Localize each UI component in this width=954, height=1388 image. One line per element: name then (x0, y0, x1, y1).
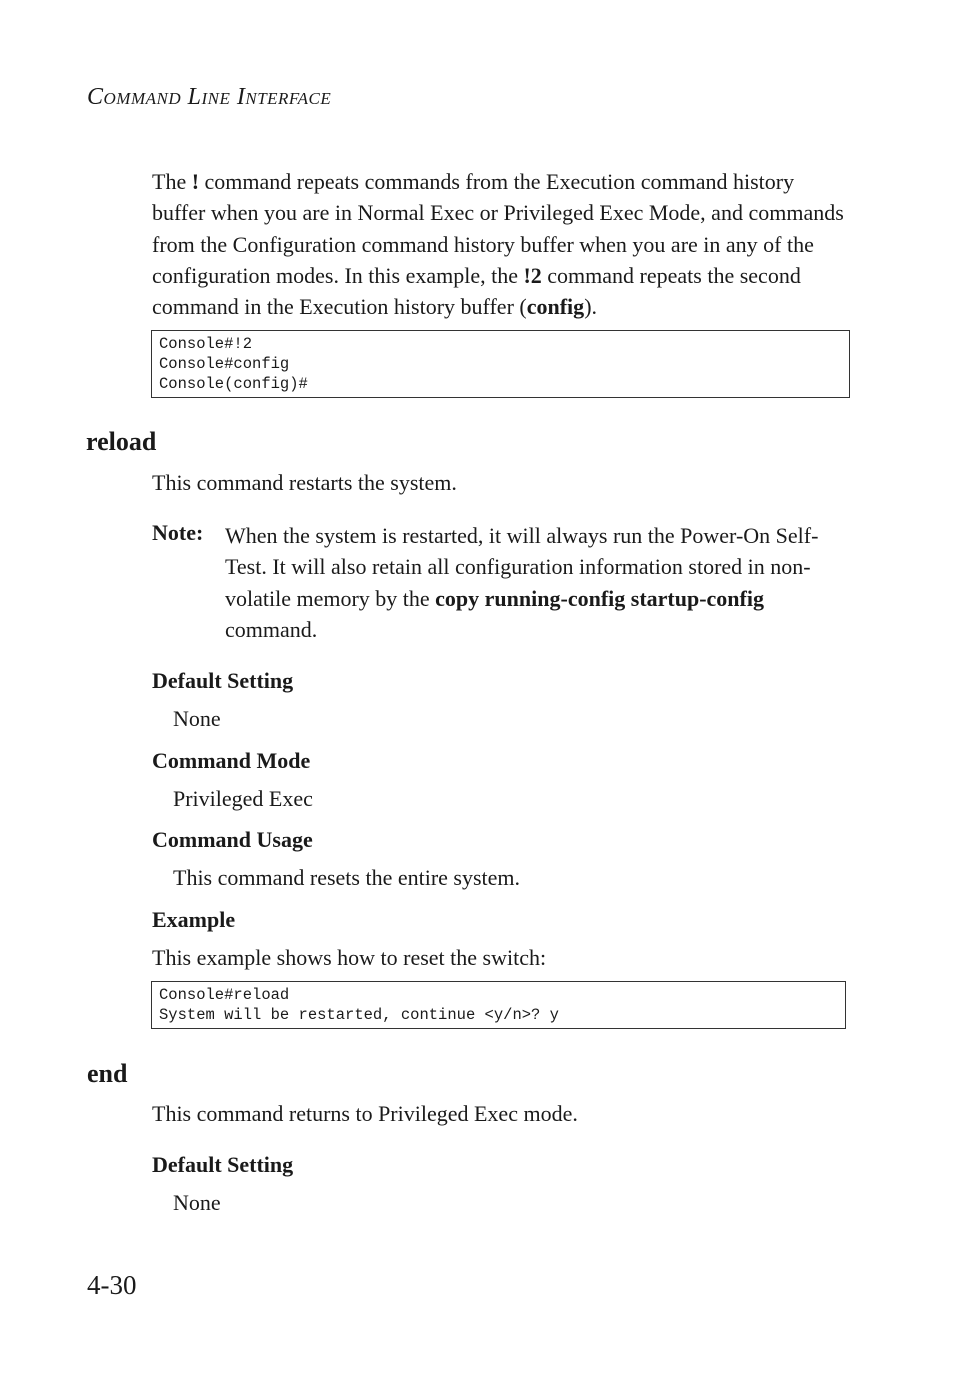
running-head-part: OMMAND (103, 89, 182, 108)
intro-segment: ). (584, 294, 598, 320)
note-segment: command. (225, 616, 318, 642)
end-default-setting-value: None (173, 1190, 221, 1215)
code-block-history (151, 330, 850, 398)
code-line: Console#config (159, 354, 290, 373)
end-default-setting-label: Default Setting (152, 1152, 294, 1177)
running-head-part: L (181, 84, 202, 110)
running-head-part: INE (201, 89, 231, 108)
intro-segment: The (152, 169, 192, 194)
running-head-part: NTERFACE (245, 89, 332, 108)
note-segment-bold: copy running-config startup-config (435, 585, 764, 611)
code-block-reload (151, 981, 846, 1029)
intro-segment: command repeats the second command in the Execution history buffer ( (152, 262, 801, 320)
intro-segment-bold: config (526, 294, 585, 320)
section-title-reload: reload (86, 427, 157, 456)
reload-command-usage-value: This command resets the entire system. (173, 865, 521, 890)
reload-default-setting-value: None (173, 706, 221, 731)
intro-segment: command repeats commands from the Execution command history buffer when you are in Normal Exec or Privileged Exec Mode, and commands from the Configuration command history buffer when you are in any of the configuration modes. In this example, the (152, 169, 844, 288)
reload-command-usage-label: Command Usage (152, 827, 313, 852)
code-line: System will be restarted, continue <y/n>? y (159, 1005, 559, 1024)
intro-paragraph (152, 166, 852, 322)
note-label: Note: (152, 520, 204, 545)
code-line: Console#!2 (159, 335, 253, 353)
page-number: 4-30 (87, 1270, 137, 1300)
reload-description: This command restarts the system. (152, 470, 457, 495)
code-line: Console#reload (159, 986, 290, 1004)
end-description: This command returns to Privileged Exec mode. (152, 1101, 578, 1126)
intro-segment-bold: ! (191, 169, 200, 194)
intro-segment-bold: !2 (523, 262, 542, 288)
reload-command-mode-value: Privileged Exec (173, 786, 313, 811)
reload-command-mode-label: Command Mode (152, 748, 311, 773)
running-head-part: I (230, 84, 246, 110)
reload-default-setting-label: Default Setting (152, 668, 294, 693)
note-text (225, 520, 855, 645)
running-head (87, 84, 331, 111)
section-title-end: end (87, 1059, 128, 1088)
running-head-part: C (87, 84, 104, 110)
code-line: Console(config)# (159, 374, 308, 393)
reload-example-text: This example shows how to reset the switch: (152, 945, 547, 970)
note-segment: When the system is restarted, it will always run the Power-On Self-Test. It will also retain all configuration information stored in non-volatile memory by the (225, 523, 819, 611)
reload-example-label: Example (152, 907, 236, 932)
